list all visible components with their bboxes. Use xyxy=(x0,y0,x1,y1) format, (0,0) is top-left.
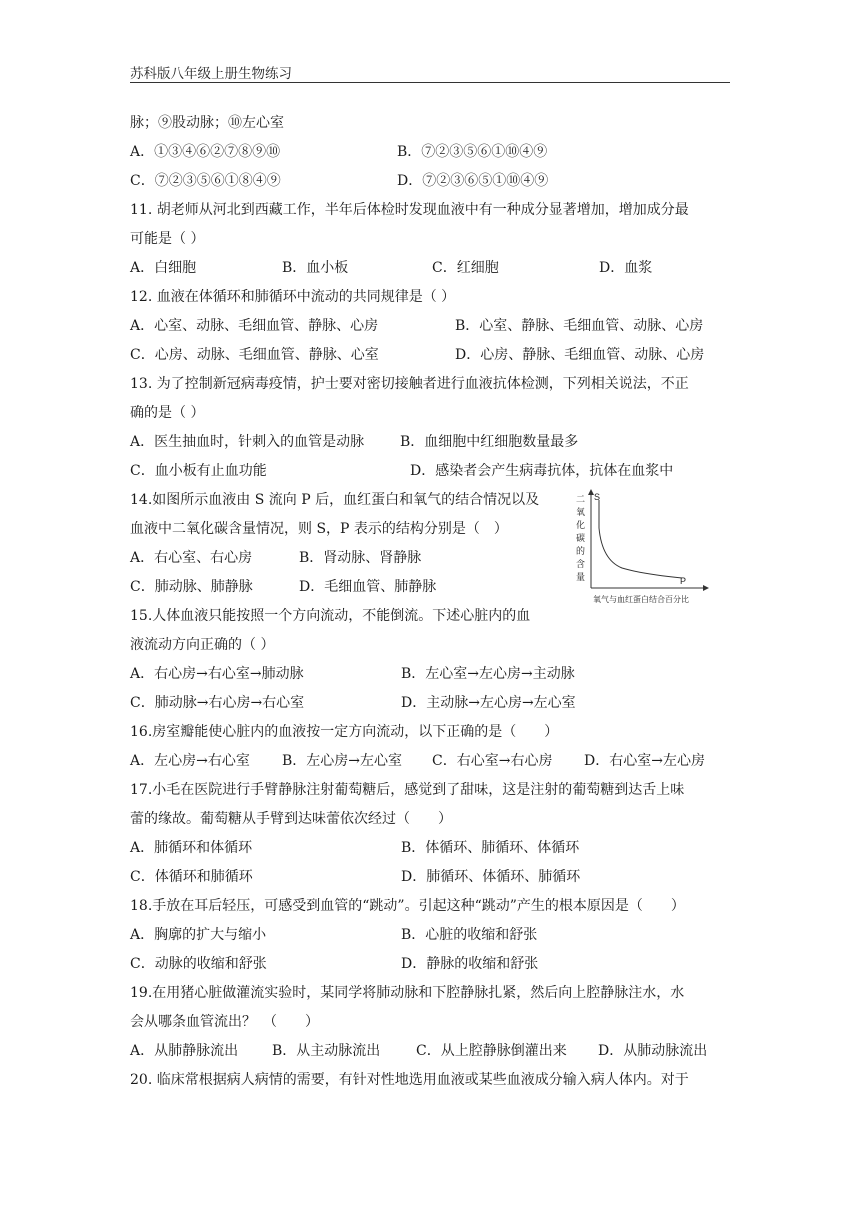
y-axis-label-char: 二 xyxy=(576,494,586,504)
start-point-label: S xyxy=(594,492,601,502)
option-c: C．体循环和肺循环 xyxy=(130,869,253,885)
option-b: B．体循环、肺循环、体循环 xyxy=(401,840,580,856)
option-b: B．血小板 xyxy=(282,260,349,276)
question-17: 17.小毛在医院进行手臂静脉注射葡萄糖后，感觉到了甜味，这是注射的葡萄糖到达舌上味 xyxy=(130,782,685,798)
y-axis-label-char: 碳 xyxy=(576,533,586,543)
option-d: D．静脉的收缩和舒张 xyxy=(401,956,539,972)
y-axis-label-char: 的 xyxy=(576,546,586,556)
option-a: A．医生抽血时，针刺入的血管是动脉 xyxy=(130,434,365,450)
question-14-cont: 血液中二氧化碳含量情况，则 S，P 表示的结构分别是（ ） xyxy=(130,521,508,537)
question-15: 15.人体血液只能按照一个方向流动，不能倒流。下述心脏内的血 xyxy=(130,608,531,624)
option-a: A．左心房→右心室 xyxy=(130,753,250,769)
option-c: C．血小板有止血功能 xyxy=(130,463,267,479)
question-15-cont: 液流动方向正确的（ ） xyxy=(130,637,275,653)
x-axis-label: 氧气与血红蛋白结合百分比 xyxy=(593,595,689,604)
option-b: B．左心房→左心室 xyxy=(282,753,403,769)
option-b: B．血细胞中红细胞数量最多 xyxy=(400,434,579,450)
header-rule xyxy=(130,82,730,83)
option-b: B．⑦②③⑤⑥①⑩④⑨ xyxy=(397,144,548,160)
option-d: D．从肺动脉流出 xyxy=(598,1043,708,1059)
option-d: D．心房、静脉、毛细血管、动脉、心房 xyxy=(455,347,705,363)
question-12: 12. 血液在体循环和肺循环中流动的共同规律是（ ） xyxy=(130,289,456,305)
y-axis-label-char: 含 xyxy=(576,559,586,569)
option-b: B．心室、静脉、毛细血管、动脉、心房 xyxy=(455,318,704,334)
option-a: A．右心房→右心室→肺动脉 xyxy=(130,666,304,682)
option-a: A．①③④⑥②⑦⑧⑨⑩ xyxy=(130,144,281,160)
option-a: A．胸廓的扩大与缩小 xyxy=(130,927,267,943)
question-17-cont: 蕾的缘故。葡萄糖从手臂到达味蕾依次经过（ ） xyxy=(130,811,452,827)
co2-oxygen-curve-figure xyxy=(566,488,712,608)
y-axis-label-char: 量 xyxy=(576,572,586,582)
x-axis-arrow xyxy=(703,585,709,591)
question-19: 19.在用猪心脏做灌流实验时，某同学将肺动脉和下腔静脉扎紧，然后向上腔静脉注水，水 xyxy=(130,985,685,1001)
question-11-cont: 可能是（ ） xyxy=(130,231,205,247)
option-d: D．毛细血管、肺静脉 xyxy=(299,579,437,595)
option-d: D．肺循环、体循环、肺循环 xyxy=(401,869,581,885)
option-b: B．心脏的收缩和舒张 xyxy=(401,927,538,943)
option-d: D．血浆 xyxy=(599,260,653,276)
option-c: C．动脉的收缩和舒张 xyxy=(130,956,267,972)
option-a: A．心室、动脉、毛细血管、静脉、心房 xyxy=(130,318,379,334)
option-c: C．肺动脉、肺静脉 xyxy=(130,579,253,595)
question-13-cont: 确的是（ ） xyxy=(130,405,205,421)
option-c: C．红细胞 xyxy=(432,260,499,276)
option-a: A．右心室、右心房 xyxy=(130,550,253,566)
page-header-title: 苏科版八年级上册生物练习 xyxy=(130,66,292,82)
end-point-label: P xyxy=(680,576,687,586)
option-c: C．从上腔静脉倒灌出来 xyxy=(416,1043,567,1059)
option-a: A．肺循环和体循环 xyxy=(130,840,253,856)
question-16: 16.房室瓣能使心脏内的血液按一定方向流动，以下正确的是（ ） xyxy=(130,724,559,740)
question-14: 14.如图所示血液由 S 流向 P 后，血红蛋白和氧气的结合情况以及 xyxy=(130,492,540,508)
option-c: C．肺动脉→右心房→右心室 xyxy=(130,695,305,711)
text-line: 脉；⑨股动脉；⑩左心室 xyxy=(130,115,284,131)
option-b: B．左心室→左心房→主动脉 xyxy=(401,666,575,682)
y-axis-label-char: 氧 xyxy=(576,507,586,517)
question-13: 13. 为了控制新冠病毒疫情，护士要对密切接触者进行血液抗体检测，下列相关说法，不正 xyxy=(130,376,689,392)
option-c: C．⑦②③⑤⑥①⑧④⑨ xyxy=(130,173,281,189)
option-a: A．从肺静脉流出 xyxy=(130,1043,239,1059)
option-d: D．主动脉→左心房→左心室 xyxy=(401,695,576,711)
option-b: B．从主动脉流出 xyxy=(272,1043,381,1059)
option-c: C．右心室→右心房 xyxy=(432,753,553,769)
curve-line xyxy=(599,500,682,578)
option-d: D．右心室→左心房 xyxy=(584,753,705,769)
option-b: B．肾动脉、肾静脉 xyxy=(299,550,422,566)
y-axis-label-char: 化 xyxy=(576,520,586,530)
question-18: 18.手放在耳后轻压，可感受到血管的“跳动”。引起这种“跳动”产生的根本原因是（ ） xyxy=(130,898,685,914)
option-a: A．白细胞 xyxy=(130,260,197,276)
option-d: D．⑦②③⑥⑤①⑩④⑨ xyxy=(397,173,549,189)
question-11: 11. 胡老师从河北到西藏工作，半年后体检时发现血液中有一种成分显著增加，增加成分最 xyxy=(130,202,689,218)
question-19-cont: 会从哪条血管流出？ （ ） xyxy=(130,1014,319,1030)
option-d: D．感染者会产生病毒抗体，抗体在血浆中 xyxy=(410,463,674,479)
option-c: C．心房、动脉、毛细血管、静脉、心室 xyxy=(130,347,379,363)
question-20: 20. 临床常根据病人病情的需要，有针对性地选用血液或某些血液成分输入病人体内。对于 xyxy=(130,1072,689,1088)
